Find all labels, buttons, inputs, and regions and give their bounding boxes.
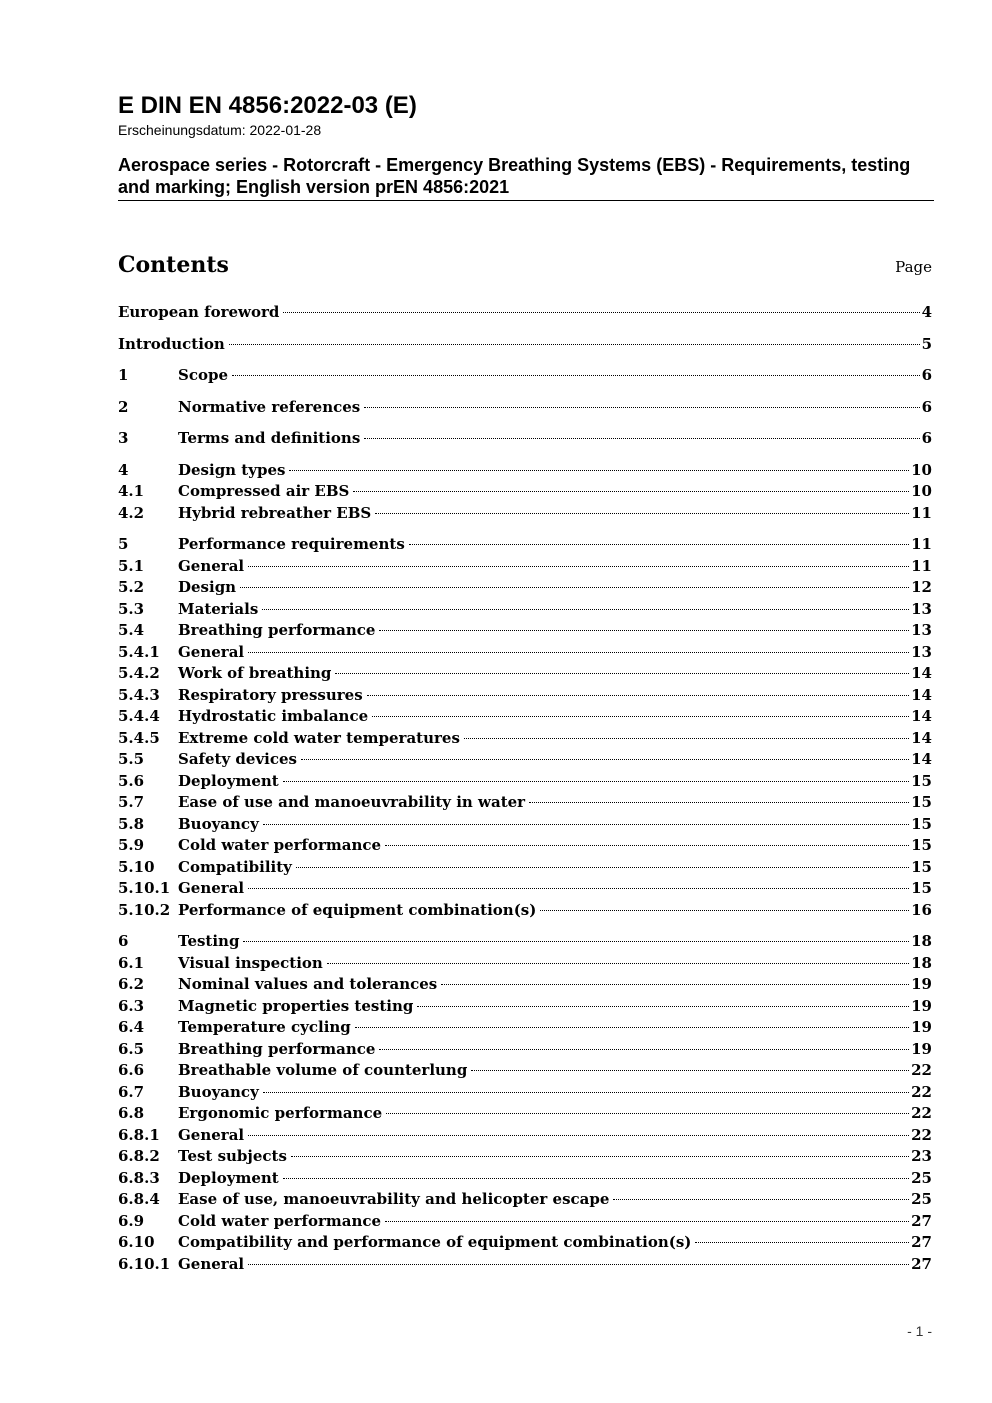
dot-leader [248, 888, 909, 889]
toc-entry-title: Magnetic properties testing [178, 996, 416, 1017]
toc-entry-page: 16 [911, 900, 932, 919]
toc-entry-number: 5.10 [118, 857, 155, 876]
toc-entry-title: General [178, 1125, 247, 1146]
toc-entry-title: Work of breathing [178, 663, 334, 684]
dot-leader [695, 1242, 909, 1243]
dot-leader [613, 1199, 909, 1200]
toc-entry[interactable] [118, 1039, 932, 1061]
toc-entry[interactable] [118, 1125, 932, 1147]
toc-entry-title: Buoyancy [178, 814, 262, 835]
toc-entry-number: 6.8.4 [118, 1190, 160, 1208]
toc-entry-title: Terms and definitions [178, 428, 363, 449]
toc-entry-title: Deployment [178, 1168, 282, 1189]
dot-leader [364, 407, 919, 408]
toc-entry-title: Breathable volume of counterlung [178, 1060, 470, 1081]
toc-entry-title: Respiratory pressures [178, 685, 366, 706]
page-number: - 1 - [907, 1323, 932, 1339]
toc-entry[interactable] [118, 397, 932, 419]
toc-entry[interactable] [118, 302, 932, 324]
toc-entry-page: 4 [921, 303, 932, 321]
toc-entry-page: 14 [911, 728, 932, 747]
toc-entry[interactable] [118, 878, 932, 900]
dot-leader [335, 673, 909, 674]
toc-entry[interactable] [118, 996, 932, 1018]
toc-entry[interactable] [118, 749, 932, 771]
toc-entry-number: 5.4.2 [118, 664, 160, 682]
dot-leader [248, 1264, 909, 1265]
toc-entry[interactable] [118, 857, 932, 879]
toc-entry-title: Visual inspection [178, 953, 326, 974]
toc-entry-number: 6.7 [118, 1082, 145, 1101]
toc-entry-page: 27 [911, 1233, 932, 1251]
toc-entry[interactable] [118, 1017, 932, 1039]
dot-leader [283, 312, 919, 313]
dot-leader [385, 845, 909, 846]
toc-entry-number: 2 [118, 397, 129, 416]
toc-entry-page: 15 [911, 836, 932, 854]
toc-entry-title: Scope [178, 365, 231, 386]
toc-entry-page: 15 [911, 857, 932, 876]
page-column-label: Page [895, 258, 932, 276]
dot-leader [296, 867, 909, 868]
toc-entry[interactable] [118, 1103, 932, 1125]
toc-entry-title: Compatibility [178, 857, 295, 878]
toc-entry[interactable] [118, 685, 932, 707]
toc-entry[interactable] [118, 599, 932, 621]
dot-leader [263, 1092, 909, 1093]
table-of-contents [118, 302, 932, 1275]
toc-entry-page: 19 [911, 1018, 932, 1036]
toc-entry[interactable] [118, 503, 932, 525]
toc-entry-number: 5.6 [118, 771, 145, 790]
dot-leader [364, 438, 919, 439]
dot-leader [372, 716, 909, 717]
toc-entry-page: 14 [911, 685, 932, 704]
toc-entry[interactable] [118, 1060, 932, 1082]
toc-entry[interactable] [118, 620, 932, 642]
toc-entry-number: 6.3 [118, 996, 145, 1015]
toc-entry-page: 6 [921, 429, 932, 447]
toc-entry-page: 11 [911, 535, 932, 553]
toc-entry-title: Normative references [178, 397, 363, 418]
dot-leader [386, 1113, 909, 1114]
toc-entry-number: 3 [118, 429, 129, 447]
toc-entry-number: 5.2 [118, 578, 145, 596]
toc-entry-title: Extreme cold water temperatures [178, 728, 463, 749]
toc-entry[interactable] [118, 481, 932, 503]
toc-entry-page: 19 [911, 996, 932, 1015]
toc-entry-number: 5.4.1 [118, 642, 160, 661]
toc-entry-page: 25 [911, 1190, 932, 1208]
contents-heading [118, 251, 932, 281]
toc-entry-page: 10 [911, 482, 932, 500]
toc-entry[interactable] [118, 1082, 932, 1104]
dot-leader [240, 587, 909, 588]
toc-entry[interactable] [118, 792, 932, 814]
toc-entry-number: 5.4.3 [118, 685, 160, 704]
toc-entry-page: 11 [911, 503, 932, 522]
toc-entry-page: 15 [911, 771, 932, 790]
toc-entry[interactable] [118, 835, 932, 857]
dot-leader [289, 470, 909, 471]
document-id: E DIN EN 4856:2022-03 (E) [118, 92, 417, 119]
document-title: Aerospace series - Rotorcraft - Emergency Breathing Systems (EBS) - Requirements, testing and marking; English version prEN 4856:2021 [118, 154, 934, 201]
toc-entry[interactable] [118, 900, 932, 922]
toc-entry[interactable] [118, 953, 932, 975]
toc-entry[interactable] [118, 365, 932, 387]
toc-entry-number: 6.2 [118, 975, 145, 993]
toc-entry-title: Buoyancy [178, 1082, 262, 1103]
toc-entry-title: Materials [178, 599, 261, 620]
toc-entry[interactable] [118, 663, 932, 685]
dot-leader [248, 652, 909, 653]
toc-entry-page: 22 [911, 1061, 932, 1079]
toc-entry-title: General [178, 642, 247, 663]
toc-entry-number: 5.10.2 [118, 900, 171, 919]
toc-entry-number: 4.2 [118, 503, 145, 522]
toc-entry-page: 15 [911, 879, 932, 897]
toc-entry-title: Deployment [178, 771, 282, 792]
toc-entry[interactable] [118, 728, 932, 750]
dot-leader [385, 1221, 909, 1222]
toc-entry[interactable] [118, 460, 932, 482]
toc-entry-title: Breathing performance [178, 1039, 378, 1060]
dot-leader [471, 1070, 909, 1071]
publication-date: Erscheinungsdatum: 2022-01-28 [118, 122, 322, 138]
toc-entry-number: 5.9 [118, 836, 145, 854]
toc-entry-title: Hybrid rebreather EBS [178, 503, 374, 524]
toc-entry-page: 27 [911, 1211, 932, 1230]
toc-entry-title: Safety devices [178, 749, 300, 770]
toc-entry[interactable] [118, 577, 932, 599]
toc-entry-title: Introduction [118, 334, 228, 355]
toc-entry-title: Ease of use and manoeuvrability in water [178, 792, 528, 813]
toc-entry-number: 5.1 [118, 556, 145, 575]
toc-entry-page: 5 [921, 334, 932, 353]
toc-entry-page: 14 [911, 664, 932, 682]
dot-leader [301, 759, 909, 760]
toc-entry-title: General [178, 1254, 247, 1275]
toc-entry[interactable] [118, 974, 932, 996]
dot-leader [529, 802, 909, 803]
toc-entry-title: Cold water performance [178, 1211, 384, 1232]
dot-leader [441, 984, 909, 985]
dot-leader [291, 1156, 909, 1157]
dot-leader [248, 566, 909, 567]
toc-entry-number: 5.4 [118, 621, 145, 639]
toc-entry-page: 22 [911, 1125, 932, 1144]
dot-leader [355, 1027, 909, 1028]
toc-entry-title: Performance requirements [178, 534, 408, 555]
dot-leader [409, 544, 909, 545]
dot-leader [353, 491, 909, 492]
toc-entry[interactable] [118, 931, 932, 953]
toc-entry-number: 6.1 [118, 953, 145, 972]
toc-entry-number: 1 [118, 366, 129, 384]
toc-entry[interactable] [118, 771, 932, 793]
toc-entry-title: Nominal values and tolerances [178, 974, 440, 995]
dot-leader [417, 1006, 909, 1007]
toc-entry[interactable] [118, 1146, 932, 1168]
toc-entry[interactable] [118, 534, 932, 556]
toc-entry[interactable] [118, 556, 932, 578]
toc-entry[interactable] [118, 1189, 932, 1211]
toc-entry-number: 6.10.1 [118, 1254, 171, 1273]
toc-entry-number: 6.8.1 [118, 1125, 160, 1144]
dot-leader [283, 781, 909, 782]
toc-entry-page: 13 [911, 621, 932, 639]
toc-entry-number: 6.9 [118, 1211, 145, 1230]
toc-entry-title: Cold water performance [178, 835, 384, 856]
toc-entry-number: 6 [118, 932, 129, 950]
toc-entry-page: 19 [911, 975, 932, 993]
toc-entry-number: 6.8.2 [118, 1147, 160, 1165]
toc-entry-number: 5.3 [118, 599, 145, 618]
toc-entry-number: 5.7 [118, 793, 145, 811]
toc-entry[interactable] [118, 1211, 932, 1233]
toc-entry-title: Breathing performance [178, 620, 378, 641]
dot-leader [464, 738, 909, 739]
toc-entry-title: Test subjects [178, 1146, 290, 1167]
toc-entry-page: 15 [911, 814, 932, 833]
toc-entry-title: Performance of equipment combination(s) [178, 900, 539, 921]
toc-entry-page: 25 [911, 1168, 932, 1187]
toc-entry-title: Temperature cycling [178, 1017, 354, 1038]
toc-entry-page: 27 [911, 1254, 932, 1273]
toc-entry-number: 5.8 [118, 814, 145, 833]
toc-entry-title: General [178, 878, 247, 899]
toc-entry-page: 22 [911, 1104, 932, 1122]
dot-leader [262, 609, 909, 610]
toc-entry-page: 14 [911, 707, 932, 725]
toc-entry-page: 6 [921, 366, 932, 384]
toc-entry-number: 6.10 [118, 1233, 155, 1251]
dot-leader [283, 1178, 909, 1179]
document-header [118, 92, 934, 201]
toc-entry-page: 13 [911, 599, 932, 618]
toc-entry[interactable] [118, 1232, 932, 1254]
toc-entry-number: 6.5 [118, 1039, 145, 1058]
toc-entry-title: European foreword [118, 302, 282, 323]
toc-entry-number: 6.8 [118, 1104, 145, 1122]
toc-entry-title: Design types [178, 460, 288, 481]
dot-leader [540, 910, 909, 911]
toc-entry[interactable] [118, 1168, 932, 1190]
toc-entry-title: Ease of use, manoeuvrability and helicopter escape [178, 1189, 612, 1210]
toc-entry[interactable] [118, 1254, 932, 1276]
dot-leader [375, 513, 909, 514]
dot-leader [232, 375, 920, 376]
toc-entry-page: 14 [911, 750, 932, 768]
toc-entry-number: 4.1 [118, 482, 145, 500]
toc-entry-number: 6.8.3 [118, 1168, 160, 1187]
dot-leader [327, 963, 909, 964]
toc-entry-page: 6 [921, 397, 932, 416]
toc-entry[interactable] [118, 706, 932, 728]
toc-entry-title: Hydrostatic imbalance [178, 706, 371, 727]
toc-entry-page: 18 [911, 953, 932, 972]
toc-entry-page: 13 [911, 642, 932, 661]
toc-entry-title: Testing [178, 931, 242, 952]
toc-entry-page: 10 [911, 460, 932, 479]
toc-entry[interactable] [118, 642, 932, 664]
toc-entry-title: Compressed air EBS [178, 481, 352, 502]
toc-entry-title: Compatibility and performance of equipment combination(s) [178, 1232, 694, 1253]
toc-entry-number: 5.5 [118, 750, 145, 768]
dot-leader [263, 824, 909, 825]
toc-entry-page: 22 [911, 1082, 932, 1101]
dot-leader [367, 695, 909, 696]
dot-leader [229, 344, 920, 345]
dot-leader [379, 630, 909, 631]
toc-entry[interactable] [118, 428, 932, 450]
dot-leader [248, 1135, 909, 1136]
toc-entry-page: 18 [911, 932, 932, 950]
dot-leader [379, 1049, 909, 1050]
dot-leader [243, 941, 909, 942]
toc-entry-number: 6.4 [118, 1018, 145, 1036]
toc-entry-page: 12 [911, 578, 932, 596]
toc-entry-number: 5 [118, 535, 129, 553]
toc-entry-title: General [178, 556, 247, 577]
toc-entry-title: Design [178, 577, 239, 598]
toc-entry-number: 5.4.4 [118, 707, 160, 725]
toc-entry-title: Ergonomic performance [178, 1103, 385, 1124]
toc-entry-number: 5.4.5 [118, 728, 160, 747]
toc-entry-number: 6.6 [118, 1061, 145, 1079]
toc-entry-page: 23 [911, 1147, 932, 1165]
toc-entry-page: 15 [911, 793, 932, 811]
toc-entry[interactable] [118, 334, 932, 356]
toc-entry-number: 5.10.1 [118, 879, 171, 897]
toc-entry-number: 4 [118, 460, 129, 479]
contents-title: Contents [118, 252, 229, 278]
toc-entry[interactable] [118, 814, 932, 836]
toc-entry-page: 11 [911, 556, 932, 575]
toc-entry-page: 19 [911, 1039, 932, 1058]
